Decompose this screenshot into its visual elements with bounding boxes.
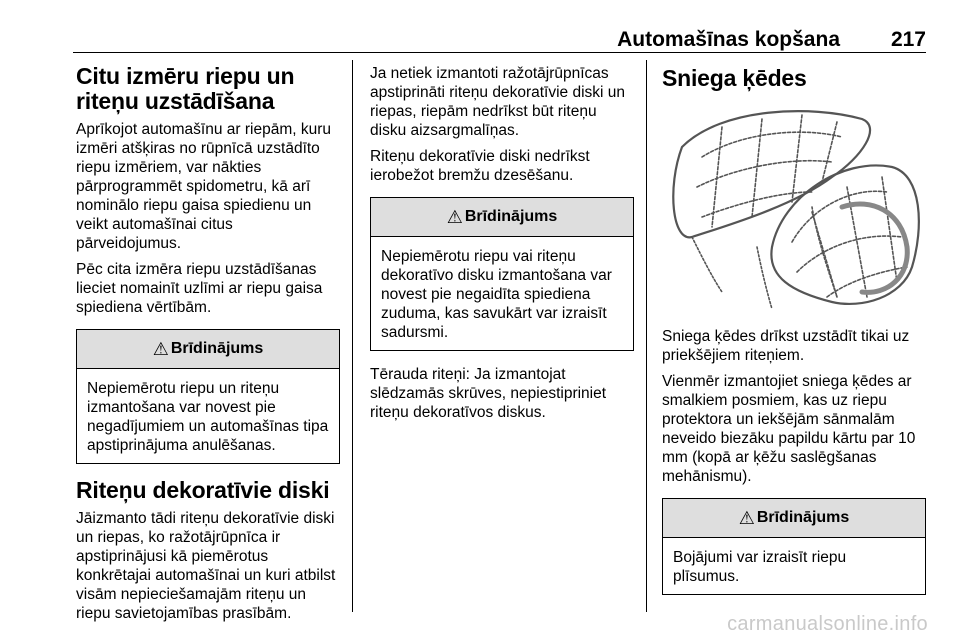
heading-wheel-covers: Riteņu dekoratīvie diski bbox=[76, 477, 330, 503]
warning-triangle-icon: ⚠ bbox=[152, 338, 169, 359]
warning-box bbox=[662, 498, 926, 595]
watermark: carmanualsonline.info bbox=[727, 613, 928, 635]
warning-box bbox=[76, 329, 340, 464]
warning-header bbox=[663, 499, 925, 538]
column-3 bbox=[662, 64, 926, 609]
paragraph: Ja netiek izmantoti ražotājrūpnīcas apstiprināti riteņu dekoratīvie diski un riepas, riepām nedrīkst būt riteņu disku aizsargmalīņas. bbox=[370, 65, 626, 139]
page-header bbox=[73, 26, 926, 53]
warning-text: Nepiemērotu riepu un riteņu izmantošana var novest pie negadījumiem un automašīnas tipa apstiprinājuma anulēšanas. bbox=[87, 380, 329, 454]
paragraph: Sniega ķēdes drīkst uzstādīt tikai uz priekšējiem riteņiem. bbox=[662, 328, 910, 364]
warning-text: Bojājumi var izraisīt riepu plīsumus. bbox=[673, 549, 847, 585]
heading-other-size-tyres: Citu izmēru riepu un riteņu uzstādīšana bbox=[76, 63, 295, 114]
column-divider-right bbox=[646, 60, 647, 612]
paragraph: Aprīkojot automašīnu ar riepām, kuru izmēri atšķiras no rūpnīcā uzstādīto riepu izmēriem, var nākties pārprogrammēt spidometru, kā arī nominālo riepu gaisa spiedienu un veikt automašīnai citus pārveidojumus. bbox=[76, 121, 332, 252]
warning-header bbox=[371, 198, 633, 237]
warning-triangle-icon: ⚠ bbox=[738, 507, 755, 528]
header-title: Automašīnas kopšana bbox=[617, 28, 840, 51]
warning-text: Nepiemērotu riepu vai riteņu dekoratīvo disku izmantošana var novest pie negaidīta spiediena zuduma, kas savukārt var izraisīt sadursmi. bbox=[381, 248, 612, 341]
paragraph: Riteņu dekoratīvie diski nedrīkst ierobežot bremžu dzesēšanu. bbox=[370, 148, 590, 184]
heading-snow-chains: Sniega ķēdes bbox=[662, 65, 807, 91]
warning-title: Brīdinājums bbox=[464, 208, 558, 225]
page-number: 217 bbox=[890, 28, 926, 51]
warning-triangle-icon: ⚠ bbox=[446, 206, 463, 227]
paragraph: Tērauda riteņi: Ja izmantojat slēdzamās skrūves, nepiestipriniet riteņu dekoratīvos diskus. bbox=[370, 366, 607, 421]
column-1 bbox=[76, 64, 340, 630]
snow-chains-illustration bbox=[662, 97, 926, 313]
warning-title: Brīdinājums bbox=[170, 340, 264, 357]
column-divider-left bbox=[352, 60, 353, 612]
column-2 bbox=[370, 64, 634, 429]
warning-title: Brīdinājums bbox=[756, 509, 850, 526]
paragraph: Pēc cita izmēra riepu uzstādīšanas lieciet nomainīt uzlīmi ar riepu gaisa spiediena vērtībām. bbox=[76, 261, 323, 316]
paragraph: Vienmēr izmantojiet sniega ķēdes ar smalkiem posmiem, kas uz riepu protektora un iekšējām sānmalām neveido biezāku papildu kārtu par 10 mm (kopā ar ķēžu saslēgšanas mehānismu). bbox=[662, 373, 916, 485]
warning-header bbox=[77, 330, 339, 369]
paragraph: Jāizmanto tādi riteņu dekoratīvie diski un riepas, ko ražotājrūpnīca ir apstiprinājusi kā piemērotus konkrētajai automašīnai un kuri atbilst visām nepieciešamajām riteņu un riepu savietojamības prasībām. bbox=[76, 510, 336, 622]
warning-box bbox=[370, 197, 634, 351]
